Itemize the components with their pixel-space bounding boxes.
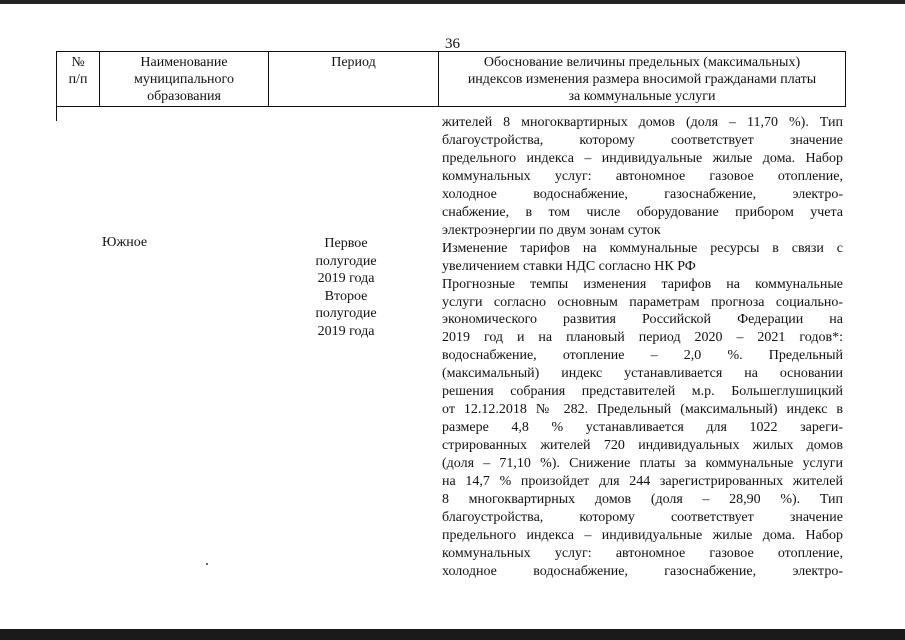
justification-line: холодное водоснабжение, газоснабжение, электро- (442, 563, 843, 579)
justification-line: благоустройства, которому соответствует значение (442, 509, 843, 525)
justification-line: водоснабжение, отопление – 2,0 %. Предельный (442, 348, 843, 364)
justification-line: 2019 год и на плановый период 2020 – 2021 годов*: (442, 330, 843, 346)
header-col-municipality-line: Наименование (140, 55, 228, 70)
header-col-period-line: Период (331, 55, 376, 70)
justification-line: жителей 8 многоквартирных домов (доля – 11,70 %). Тип (442, 115, 843, 130)
justification-line: услуги согласно основным параметрам прогноза социально- (442, 294, 843, 310)
justification-line: предельного индекса – индивидуальные жилые дома. Набор (442, 150, 843, 166)
header-col-justification-line: Обоснование величины предельных (максимальных) (483, 55, 801, 70)
justification-line: электроэнергии по двум зонам суток (442, 222, 661, 238)
scan-top-border (0, 0, 905, 4)
justification-line: (доля – 71,10 %). Снижение платы за коммунальные услуги (442, 456, 843, 472)
justification-line: 8 многоквартирных домов (доля – 28,90 %). Тип (442, 492, 843, 508)
table-left-border (56, 107, 57, 121)
justification-line: стрированных жителей 720 индивидуальных жилых домов (442, 438, 843, 454)
table-header (56, 51, 846, 107)
header-col-number (57, 52, 100, 107)
scan-bottom-border (0, 629, 905, 640)
period-line: 2019 года (317, 271, 375, 286)
justification-line: снабжение, в том числе оборудование прибором учета (442, 204, 843, 220)
period-line: 2019 года (317, 323, 375, 339)
header-col-municipality (100, 52, 269, 107)
period-cell (296, 235, 396, 340)
header-col-justification (439, 52, 846, 107)
header-col-municipality-line: образования (147, 89, 221, 104)
justification-line: благоустройства, которому соответствует значение (442, 132, 843, 148)
justification-line: коммунальных услуг: автономное газовое отопление, (442, 168, 843, 184)
justification-line: Изменение тарифов на коммунальные ресурсы в связи с (442, 240, 843, 256)
header-col-number-line: п/п (68, 72, 88, 87)
header-col-justification-line: индексов изменения размера вносимой гражданами платы (467, 72, 817, 87)
municipality-name: Южное (102, 235, 148, 250)
justification-line: экономического развития Российской Федерации на (442, 312, 843, 328)
justification-line: коммунальных услуг: автономное газовое отопление, (442, 545, 843, 561)
scan-speck (206, 563, 208, 565)
header-col-number-line: № (71, 55, 85, 70)
justification-line: решения собрания представителей м.р. Большеглушицкий (442, 384, 843, 400)
justification-line: увеличением ставки НДС согласно НК РФ (442, 258, 696, 274)
header-col-justification-line: за коммунальные услуги (568, 89, 716, 104)
justification-line: на 14,7 % произойдет для 244 зарегистрированных жителей (442, 474, 843, 490)
period-line: Второе полугодие (315, 288, 377, 321)
justification-line: Прогнозные темпы изменения тарифов на коммунальные (442, 276, 843, 292)
page-number: 36 (445, 36, 460, 52)
justification-line: от 12.12.2018 № 282. Предельный (максимальный) индекс в (442, 402, 843, 418)
justification-line: (максимальный) индекс устанавливается на основании (442, 366, 843, 382)
justification-line: холодное водоснабжение, газоснабжение, электро- (442, 186, 843, 202)
justification-line: размере 4,8 % устанавливается для 1022 зареги- (442, 420, 843, 436)
justification-line: предельного индекса – индивидуальные жилые дома. Набор (442, 527, 843, 543)
header-col-municipality-line: муниципального (134, 72, 234, 87)
header-col-period (269, 52, 439, 107)
justification-text (442, 114, 843, 581)
period-line: Первое полугодие (315, 236, 377, 269)
